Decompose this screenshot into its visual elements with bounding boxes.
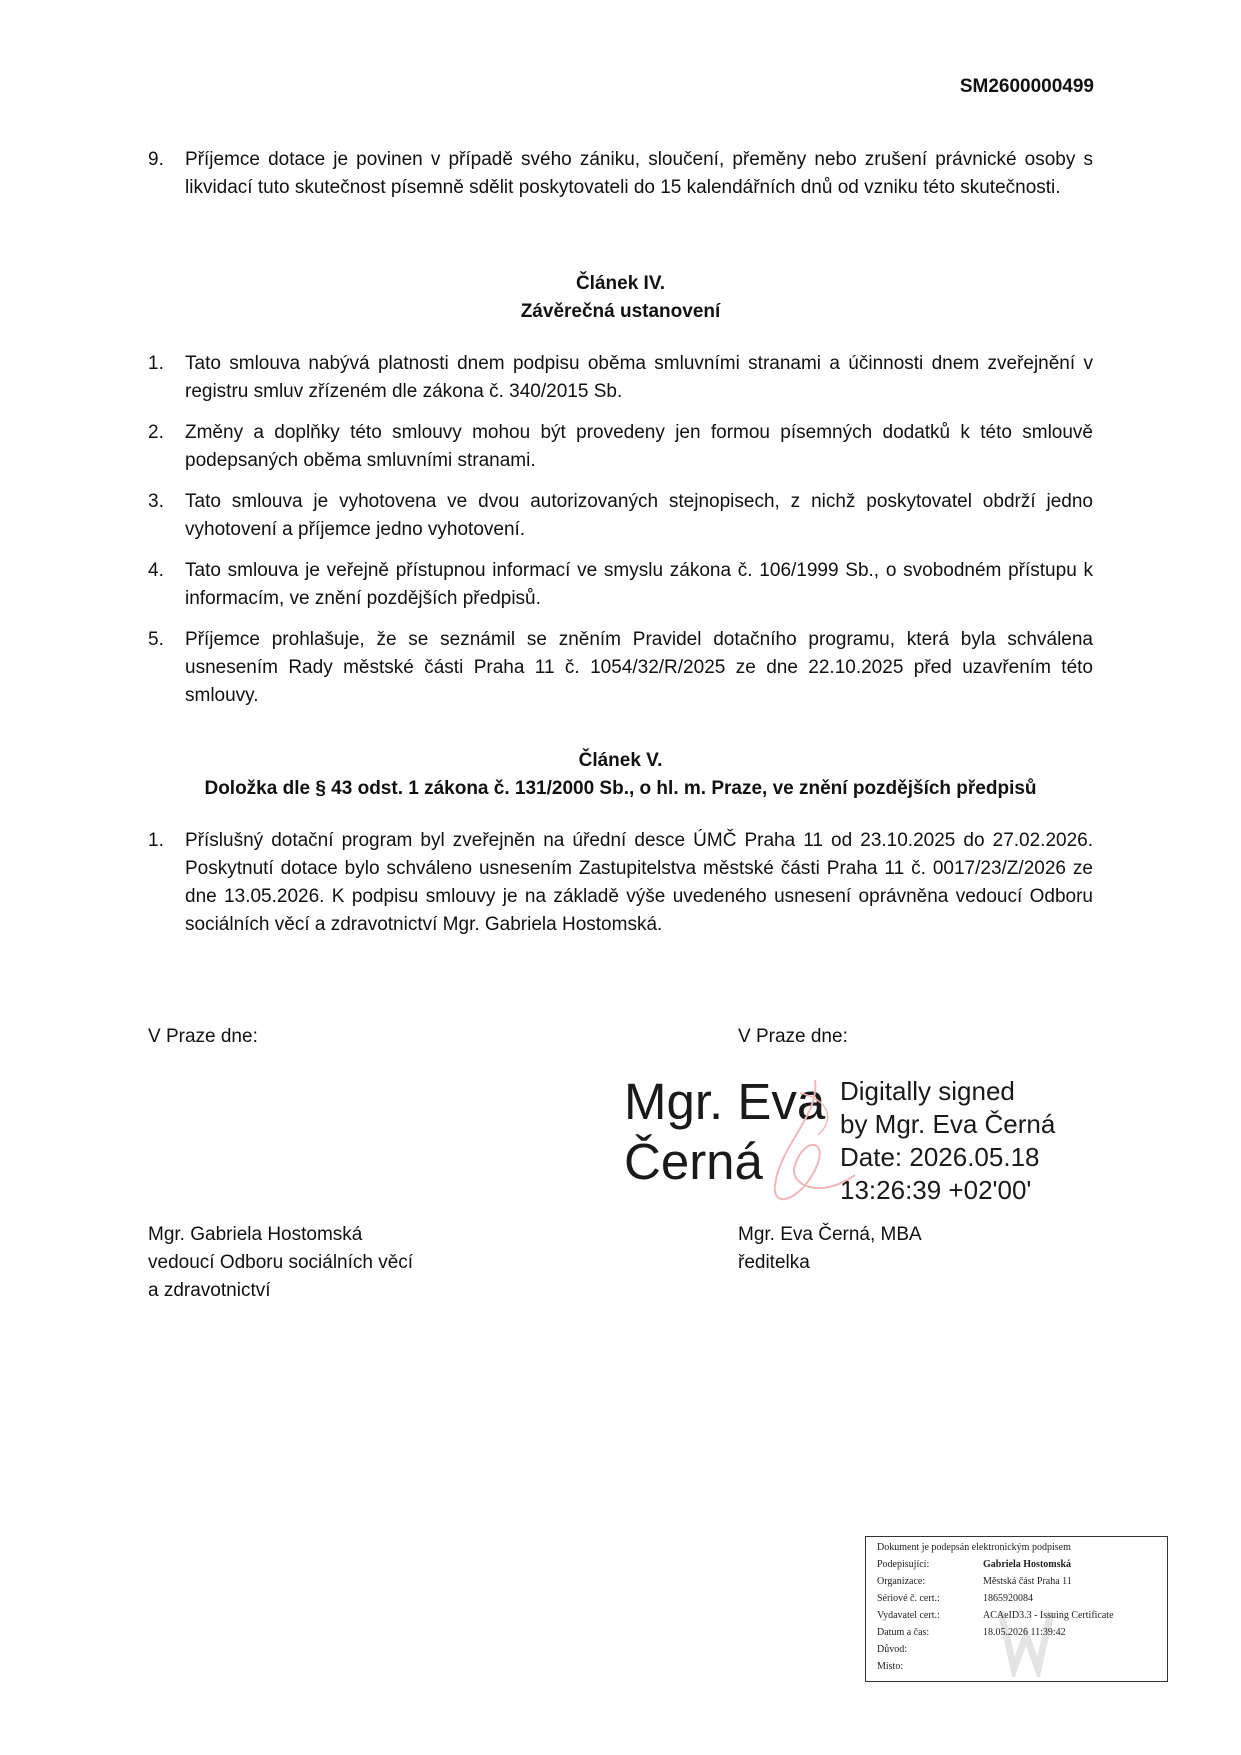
list-item xyxy=(148,419,1093,475)
item-text: Změny a doplňky této smlouvy mohou být provedeny jen formou písemných dodatků k této smlouvě podepsaných oběma smluvními stranami. xyxy=(185,422,1093,471)
item-text: Příjemce prohlašuje, že se seznámil se zněním Pravidel dotačního programu, která byla schválena usnesením Rady městské části Praha 11 č. 1054/32/R/2025 ze dne 22.10.2025 před uzavřením této smlouvy. xyxy=(185,629,1093,706)
right-signatory xyxy=(738,1221,922,1277)
item-number: 4. xyxy=(148,560,164,581)
left-signatory-name: Mgr. Gabriela Hostomská xyxy=(148,1224,363,1245)
item-text: Tato smlouva nabývá platnosti dnem podpisu oběma smluvními stranami a účinnosti dnem zveřejnění v registru smluv zřízeném dle zákona č. 340/2015 Sb. xyxy=(185,353,1093,402)
digital-signature-detail-line: Date: 2026.05.18 xyxy=(840,1142,1040,1172)
stamp-label: Důvod: xyxy=(877,1644,907,1655)
item-number: 1. xyxy=(148,830,164,851)
digital-signature-details xyxy=(840,1075,1055,1207)
item-number: 2. xyxy=(148,422,164,443)
item-text: Tato smlouva je vyhotovena ve dvou autorizovaných stejnopisech, z nichž poskytovatel obdrží jedno vyhotovení a příjemce jedno vyhotovení. xyxy=(185,491,1093,540)
item-text: Příslušný dotační program byl zveřejněn na úřední desce ÚMČ Praha 11 od 23.10.2025 do 27.02.2026. Poskytnutí dotace bylo schváleno usnesením Zastupitelstva městské části Praha 11 č. 0017/23/Z/2026 ze dne 13.05.2026. K podpisu smlouvy je na základě výše uvedeného usnesení oprávněna vedoucí Odboru sociálních věcí a zdravotnictví Mgr. Gabriela Hostomská. xyxy=(185,830,1093,935)
esignature-stamp xyxy=(865,1536,1168,1682)
list-item xyxy=(148,557,1093,613)
list-item xyxy=(148,350,1093,406)
item-number: 5. xyxy=(148,629,164,650)
left-signatory-role-line1: vedoucí Odboru sociálních věcí xyxy=(148,1252,414,1273)
right-signatory-name: Mgr. Eva Černá, MBA xyxy=(738,1224,922,1245)
stamp-header: Dokument je podepsán elektronickým podpisem xyxy=(877,1542,1071,1553)
digital-signature-detail-line: by Mgr. Eva Černá xyxy=(840,1109,1056,1139)
item-text: Tato smlouva je veřejně přístupnou informací ve smyslu zákona č. 106/1999 Sb., o svobodném přístupu k informacím, ve znění pozdějších předpisů. xyxy=(185,560,1093,609)
list-item xyxy=(148,488,1093,544)
stamp-label: Sériové č. cert.: xyxy=(877,1593,940,1604)
article-5-subheading: Doložka dle § 43 odst. 1 zákona č. 131/2000 Sb., o hl. m. Praze, ve znění pozdějších předpisů xyxy=(204,778,1037,799)
stamp-value: 18.05.2026 11:39:42 xyxy=(983,1627,1066,1638)
item-number: 1. xyxy=(148,353,164,374)
item-text: Příjemce dotace je povinen v případě svého zániku, sloučení, přeměny nebo zrušení právnické osoby s likvidací tuto skutečnost písemně sdělit poskytovateli do 15 kalendářních dnů od vzniku této skutečnosti. xyxy=(185,149,1093,198)
stamp-label: Podepisující: xyxy=(877,1559,930,1570)
left-place-date: V Praze dne: xyxy=(148,1026,258,1047)
stamp-label: Místo: xyxy=(877,1661,904,1672)
digital-signature-detail-line: Digitally signed xyxy=(840,1076,1015,1106)
digital-signature-detail-line: 13:26:39 +02'00' xyxy=(840,1175,1032,1205)
item-number: 9. xyxy=(148,149,164,170)
stamp-value: 1865920084 xyxy=(983,1593,1033,1604)
stamp-label: Vydavatel cert.: xyxy=(877,1610,940,1621)
digital-signature-name-line1: Mgr. Eva xyxy=(624,1073,826,1130)
list-item xyxy=(148,626,1093,710)
document-id: SM2600000499 xyxy=(959,76,1094,97)
list-item xyxy=(148,827,1093,939)
stamp-label: Organizace: xyxy=(877,1576,926,1587)
left-signatory-role-line2: a zdravotnictví xyxy=(148,1280,271,1301)
article-4-subheading: Závěrečná ustanovení xyxy=(520,301,721,322)
right-signatory-role: ředitelka xyxy=(738,1252,810,1273)
article-5-heading: Článek V. xyxy=(578,750,663,771)
item-number: 3. xyxy=(148,491,164,512)
stamp-value: Městská část Praha 11 xyxy=(983,1576,1072,1587)
stamp-label: Datum a čas: xyxy=(877,1627,930,1638)
article-4-heading: Článek IV. xyxy=(575,273,666,294)
left-signatory xyxy=(148,1221,413,1305)
stamp-value: ACAeID3.3 - Issuing Certificate xyxy=(983,1610,1114,1621)
digital-signature-name-line2: Černá xyxy=(624,1133,763,1190)
stamp-value: Gabriela Hostomská xyxy=(983,1559,1072,1570)
list-item xyxy=(148,146,1093,202)
right-place-date: V Praze dne: xyxy=(738,1026,848,1047)
